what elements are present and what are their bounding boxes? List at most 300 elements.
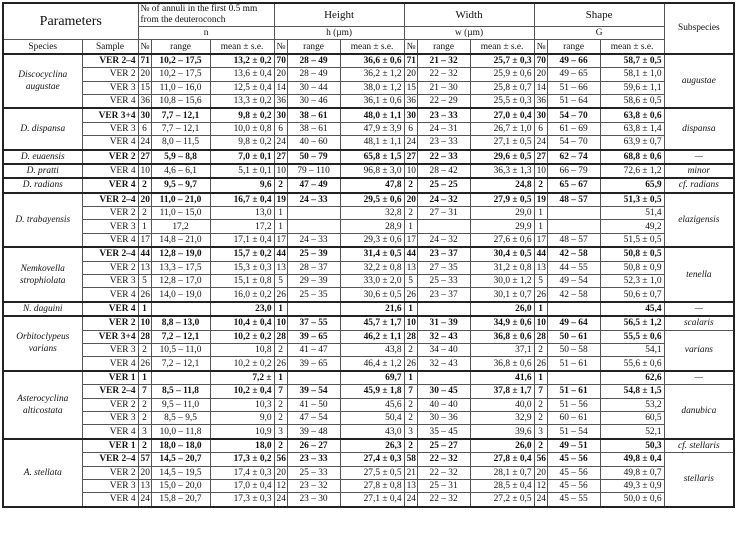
n-range-cell: 13,3 – 17,5 [151, 261, 210, 274]
sample-cell: VER 3 [82, 81, 138, 94]
h-range-cell: 38 – 61 [287, 108, 340, 122]
g-mean-cell: 58,1 ± 1,0 [600, 68, 664, 81]
sample-cell: VER 3 [82, 122, 138, 135]
w-range-cell: 22 – 33 [417, 150, 470, 164]
g-mean-cell: 62,6 [600, 371, 664, 385]
table-row [3, 164, 734, 178]
h-range-cell: 38 – 61 [287, 122, 340, 135]
n-count-cell: 1 [138, 371, 151, 385]
n-count-cell: 13 [138, 261, 151, 274]
w-range-cell: 24 – 32 [417, 233, 470, 247]
g-mean-cell: 49,8 ± 0,7 [600, 466, 664, 479]
n-mean-cell: 10,2 ± 0,2 [210, 330, 274, 343]
g-range-cell [547, 220, 600, 233]
w-range-cell: 30 – 36 [417, 411, 470, 424]
n-count-cell: 24 [138, 136, 151, 150]
n-count-cell: 1 [138, 220, 151, 233]
h-range-cell: 28 – 49 [287, 68, 340, 81]
h-range-cell: 39 – 65 [287, 357, 340, 371]
w-count-cell: 36 [404, 94, 417, 108]
g-mean-cell: 49,2 [600, 220, 664, 233]
g-count-cell: 3 [534, 425, 547, 439]
n-count-cell: 36 [138, 94, 151, 108]
w-range-cell: 30 – 45 [417, 385, 470, 398]
table-row [3, 108, 734, 122]
h-count-cell: 14 [274, 81, 287, 94]
species-column-header: Species [3, 40, 82, 54]
g-count-cell: 6 [534, 122, 547, 135]
g-mean-cell: 58,6 ± 0,5 [600, 94, 664, 108]
h-range-cell: 26 – 27 [287, 439, 340, 453]
h-range-cell: 30 – 44 [287, 81, 340, 94]
w-count-cell: 3 [404, 425, 417, 439]
subspecies-cell: stellaris [664, 453, 734, 507]
sample-cell: VER 2 [82, 207, 138, 220]
g-range-cell: 51 – 56 [547, 398, 600, 411]
n-mean-cell: 15,1 ± 0,8 [210, 275, 274, 288]
n-range-cell: 9,5 – 11,0 [151, 398, 210, 411]
g-mean-cell: 55,6 ± 0,6 [600, 357, 664, 371]
h-mean-cell: 48,0 ± 1,1 [340, 108, 404, 122]
g-mean-cell: 68,8 ± 0,6 [600, 150, 664, 164]
n-mean-cell: 17,2 [210, 220, 274, 233]
g-range-cell: 62 – 74 [547, 150, 600, 164]
w-count-cell: 6 [404, 122, 417, 135]
h-range-cell: 24 – 33 [287, 233, 340, 247]
n-range-cell: 7,2 – 12,1 [151, 330, 210, 343]
g-mean-cell: 54,1 [600, 343, 664, 356]
table-row [3, 54, 734, 68]
table-row [3, 150, 734, 164]
g-mean-cell: 50,0 ± 0,6 [600, 493, 664, 507]
g-count-cell: 13 [534, 261, 547, 274]
h-count-cell: 20 [274, 466, 287, 479]
h-range-cell: 24 – 33 [287, 193, 340, 207]
w-count-cell: 2 [404, 207, 417, 220]
n-range-cell: 15,0 – 20,0 [151, 479, 210, 492]
table-row [3, 479, 734, 492]
n-count-cell: 7 [138, 385, 151, 398]
n-range-cell: 7,7 – 12,1 [151, 108, 210, 122]
h-count-cell: 2 [274, 411, 287, 424]
sample-cell: VER 1 [82, 439, 138, 453]
w-count-cell: 71 [404, 54, 417, 68]
sample-column-header: Sample [82, 40, 138, 54]
w-count-cell: 24 [404, 136, 417, 150]
g-count-cell: 2 [534, 178, 547, 192]
n-mean-cell: 9,8 ± 0,2 [210, 108, 274, 122]
w-range-cell: 27 – 31 [417, 207, 470, 220]
g-count-cell: 24 [534, 493, 547, 507]
h-range-cell: 29 – 39 [287, 275, 340, 288]
w-mean-cell: 37,1 [470, 343, 534, 356]
n-mean-cell: 10,2 ± 0,4 [210, 385, 274, 398]
h-range-header: range [287, 40, 340, 54]
n-range-cell: 14,8 – 21,0 [151, 233, 210, 247]
species-cell: D. radians [3, 178, 82, 192]
g-range-cell: 54 – 70 [547, 108, 600, 122]
n-count-cell: 2 [138, 398, 151, 411]
w-mean-cell: 36,3 ± 1,3 [470, 164, 534, 178]
n-count-cell: 2 [138, 178, 151, 192]
h-mean-cell: 31,4 ± 0,5 [340, 247, 404, 261]
h-count-cell: 10 [274, 164, 287, 178]
n-range-cell: 8,8 – 13,0 [151, 316, 210, 330]
table-row [3, 247, 734, 261]
g-count-cell: 26 [534, 288, 547, 302]
g-count-header: № [534, 40, 547, 54]
subspecies-cell: tenella [664, 247, 734, 302]
w-mean-cell: 30,0 ± 1,2 [470, 275, 534, 288]
n-range-cell: 17,2 [151, 220, 210, 233]
n-count-cell: 13 [138, 479, 151, 492]
w-count-cell: 58 [404, 453, 417, 466]
w-mean-cell: 39,6 [470, 425, 534, 439]
w-range-cell [417, 302, 470, 316]
n-range-cell: 11,0 – 16,0 [151, 81, 210, 94]
w-range-cell: 23 – 37 [417, 247, 470, 261]
w-range-cell: 34 – 40 [417, 343, 470, 356]
w-range-cell: 40 – 40 [417, 398, 470, 411]
sample-cell: VER 3 [82, 343, 138, 356]
h-range-cell [287, 302, 340, 316]
g-mean-cell: 50,3 [600, 439, 664, 453]
n-mean-cell: 10,0 ± 0,8 [210, 122, 274, 135]
w-count-cell: 26 [404, 288, 417, 302]
g-mean-cell: 55,5 ± 0,6 [600, 330, 664, 343]
sample-cell: VER 3 [82, 220, 138, 233]
h-count-cell: 3 [274, 425, 287, 439]
g-range-cell: 49 – 54 [547, 275, 600, 288]
n-mean-cell: 17,4 ± 0,3 [210, 466, 274, 479]
annuli-header: № of annuli in the first 0.5 mm from the deuteroconch [138, 3, 274, 27]
w-mean-cell: 26,0 [470, 302, 534, 316]
h-count-cell: 1 [274, 207, 287, 220]
h-count-cell: 36 [274, 94, 287, 108]
sample-cell: VER 3 [82, 275, 138, 288]
sample-cell: VER 3+4 [82, 108, 138, 122]
g-count-cell: 5 [534, 275, 547, 288]
n-mean-cell: 10,2 ± 0,2 [210, 357, 274, 371]
width-symbol: w (µm) [404, 27, 534, 40]
n-range-cell: 10,0 – 11,8 [151, 425, 210, 439]
subspecies-cell: minor [664, 164, 734, 178]
h-count-cell: 24 [274, 136, 287, 150]
sample-cell: VER 3 [82, 479, 138, 492]
shape-header: Shape [534, 3, 664, 27]
g-count-cell: 10 [534, 164, 547, 178]
h-range-cell: 23 – 32 [287, 479, 340, 492]
h-range-cell: 37 – 55 [287, 316, 340, 330]
g-mean-cell: 51,4 [600, 207, 664, 220]
g-count-cell: 2 [534, 343, 547, 356]
n-mean-cell: 9,6 [210, 178, 274, 192]
n-mean-cell: 17,1 ± 0,4 [210, 233, 274, 247]
h-count-cell: 2 [274, 439, 287, 453]
w-mean-cell: 34,9 ± 0,6 [470, 316, 534, 330]
n-range-cell: 15,8 – 20,7 [151, 493, 210, 507]
g-mean-cell: 63,8 ± 1,4 [600, 122, 664, 135]
w-range-cell: 25 – 25 [417, 178, 470, 192]
w-range-cell: 25 – 31 [417, 479, 470, 492]
n-range-cell: 11,0 – 15,0 [151, 207, 210, 220]
h-range-cell: 79 – 110 [287, 164, 340, 178]
h-count-cell: 44 [274, 247, 287, 261]
g-range-cell: 66 – 79 [547, 164, 600, 178]
h-mean-cell: 29,5 ± 0,6 [340, 193, 404, 207]
n-range-cell: 12,8 – 17,0 [151, 275, 210, 288]
w-count-cell: 2 [404, 343, 417, 356]
n-mean-cell: 12,5 ± 0,4 [210, 81, 274, 94]
h-range-cell: 30 – 46 [287, 94, 340, 108]
n-count-cell: 20 [138, 193, 151, 207]
w-count-cell: 17 [404, 233, 417, 247]
species-cell: Asterocyclina alticostata [3, 371, 82, 439]
n-count-cell: 10 [138, 316, 151, 330]
sample-cell: VER 3+4 [82, 330, 138, 343]
g-mean-cell: 50,8 ± 0,5 [600, 247, 664, 261]
subspecies-cell: elazigensis [664, 193, 734, 248]
sample-cell: VER 2–4 [82, 385, 138, 398]
w-count-cell: 24 [404, 493, 417, 507]
h-range-cell: 40 – 60 [287, 136, 340, 150]
w-count-cell: 1 [404, 371, 417, 385]
g-count-cell: 56 [534, 453, 547, 466]
h-count-cell: 24 [274, 493, 287, 507]
table-row [3, 136, 734, 150]
w-count-cell: 44 [404, 247, 417, 261]
g-mean-cell: 56,5 ± 1,2 [600, 316, 664, 330]
n-range-cell: 11,0 – 21,0 [151, 193, 210, 207]
parameters-header: Parameters [3, 3, 138, 40]
h-range-cell: 28 – 37 [287, 261, 340, 274]
n-range-cell: 14,5 – 20,7 [151, 453, 210, 466]
w-count-cell: 2 [404, 439, 417, 453]
n-range-cell: 10,5 – 11,0 [151, 343, 210, 356]
n-count-cell: 5 [138, 275, 151, 288]
n-range-cell: 7,7 – 12,1 [151, 122, 210, 135]
h-range-cell: 23 – 30 [287, 493, 340, 507]
w-range-cell: 25 – 27 [417, 439, 470, 453]
w-count-cell: 10 [404, 316, 417, 330]
n-mean-cell: 15,3 ± 0,3 [210, 261, 274, 274]
g-count-cell: 36 [534, 94, 547, 108]
h-mean-header: mean ± s.e. [340, 40, 404, 54]
w-mean-cell: 37,8 ± 1,7 [470, 385, 534, 398]
w-range-cell: 25 – 33 [417, 275, 470, 288]
w-range-cell: 21 – 32 [417, 54, 470, 68]
n-count-cell: 2 [138, 207, 151, 220]
sample-cell: VER 2 [82, 68, 138, 81]
g-range-cell: 60 – 61 [547, 411, 600, 424]
subspecies-cell: cf. stellaris [664, 439, 734, 453]
n-count-cell: 17 [138, 233, 151, 247]
annuli-symbol: n [138, 27, 274, 40]
h-mean-cell: 48,1 ± 1,1 [340, 136, 404, 150]
g-mean-cell: 63,8 ± 0,6 [600, 108, 664, 122]
sample-cell: VER 4 [82, 178, 138, 192]
w-mean-cell: 25,8 ± 0,7 [470, 81, 534, 94]
w-count-cell: 13 [404, 479, 417, 492]
g-range-cell: 49 – 64 [547, 316, 600, 330]
shape-symbol: G [534, 27, 664, 40]
h-count-cell: 20 [274, 68, 287, 81]
h-count-cell: 5 [274, 275, 287, 288]
n-mean-cell: 7,2 ± [210, 371, 274, 385]
h-mean-cell: 47,9 ± 3,9 [340, 122, 404, 135]
g-count-cell: 14 [534, 81, 547, 94]
w-mean-cell: 27,8 ± 0,4 [470, 453, 534, 466]
h-count-cell: 7 [274, 385, 287, 398]
sample-cell: VER 2–4 [82, 193, 138, 207]
species-cell: Nemkovella strophiolata [3, 247, 82, 302]
table-row [3, 385, 734, 398]
w-mean-cell: 31,2 ± 0,8 [470, 261, 534, 274]
g-range-cell: 45 – 55 [547, 493, 600, 507]
g-range-cell: 51 – 61 [547, 385, 600, 398]
g-range-cell [547, 207, 600, 220]
species-cell: D. dispansa [3, 108, 82, 149]
species-cell: Discocyclina augustae [3, 54, 82, 109]
h-count-cell: 10 [274, 316, 287, 330]
sample-cell: VER 4 [82, 164, 138, 178]
w-mean-cell: 27,0 ± 0,4 [470, 108, 534, 122]
n-mean-cell: 10,4 ± 0,4 [210, 316, 274, 330]
h-mean-cell: 65,8 ± 1,5 [340, 150, 404, 164]
table-row [3, 288, 734, 302]
h-range-cell [287, 220, 340, 233]
h-count-cell: 70 [274, 54, 287, 68]
table-row [3, 425, 734, 439]
g-mean-cell: 72,6 ± 1,2 [600, 164, 664, 178]
w-range-cell: 23 – 37 [417, 288, 470, 302]
w-mean-cell: 30,1 ± 0,7 [470, 288, 534, 302]
w-mean-cell: 29,0 [470, 207, 534, 220]
w-count-cell: 20 [404, 193, 417, 207]
g-mean-cell: 63,9 ± 0,7 [600, 136, 664, 150]
n-count-cell: 20 [138, 466, 151, 479]
g-count-cell: 19 [534, 193, 547, 207]
h-mean-cell: 50,4 [340, 411, 404, 424]
h-mean-cell: 43,8 [340, 343, 404, 356]
g-mean-cell: 51,3 ± 0,5 [600, 193, 664, 207]
g-count-cell: 1 [534, 302, 547, 316]
w-range-cell: 21 – 30 [417, 81, 470, 94]
n-mean-cell: 13,3 ± 0,2 [210, 94, 274, 108]
table-row [3, 122, 734, 135]
w-mean-cell: 24,8 [470, 178, 534, 192]
w-mean-cell: 32,9 [470, 411, 534, 424]
h-range-cell: 23 – 33 [287, 453, 340, 466]
w-range-cell: 22 – 29 [417, 94, 470, 108]
h-count-cell: 17 [274, 233, 287, 247]
n-range-cell [151, 371, 210, 385]
n-range-cell: 14,0 – 19,0 [151, 288, 210, 302]
sample-cell: VER 1 [82, 371, 138, 385]
n-count-cell: 3 [138, 425, 151, 439]
h-count-cell: 1 [274, 220, 287, 233]
sample-cell: VER 4 [82, 493, 138, 507]
w-range-cell: 24 – 32 [417, 193, 470, 207]
h-range-cell [287, 207, 340, 220]
h-mean-cell: 27,5 ± 0,5 [340, 466, 404, 479]
n-range-cell: 10,8 – 15,6 [151, 94, 210, 108]
h-mean-cell: 29,3 ± 0,6 [340, 233, 404, 247]
w-mean-cell: 27,9 ± 0,5 [470, 193, 534, 207]
w-mean-cell: 25,5 ± 0,3 [470, 94, 534, 108]
g-count-cell: 30 [534, 108, 547, 122]
n-range-cell: 8,5 – 9,5 [151, 411, 210, 424]
n-count-cell: 1 [138, 302, 151, 316]
width-header: Width [404, 3, 534, 27]
h-range-cell: 39 – 54 [287, 385, 340, 398]
table-row [3, 261, 734, 274]
h-mean-cell: 28,9 [340, 220, 404, 233]
n-mean-cell: 16,0 ± 0,2 [210, 288, 274, 302]
w-mean-cell: 40,0 [470, 398, 534, 411]
h-count-cell: 19 [274, 193, 287, 207]
g-range-cell: 51 – 64 [547, 94, 600, 108]
n-mean-cell: 17,3 ± 0,3 [210, 493, 274, 507]
n-mean-cell: 9,8 ± 0,2 [210, 136, 274, 150]
g-mean-cell: 59,6 ± 1,1 [600, 81, 664, 94]
sample-cell: VER 4 [82, 357, 138, 371]
subspecies-cell: — [664, 150, 734, 164]
g-count-cell: 7 [534, 385, 547, 398]
h-range-cell: 41 – 47 [287, 343, 340, 356]
n-mean-header: mean ± s.e. [210, 40, 274, 54]
h-range-cell [287, 371, 340, 385]
g-range-cell [547, 371, 600, 385]
n-count-cell: 57 [138, 453, 151, 466]
h-range-cell: 28 – 49 [287, 54, 340, 68]
h-count-cell: 1 [274, 302, 287, 316]
h-mean-cell: 26,3 [340, 439, 404, 453]
g-count-cell: 2 [534, 439, 547, 453]
h-count-cell: 12 [274, 479, 287, 492]
n-range-cell: 12,8 – 19,0 [151, 247, 210, 261]
g-mean-cell: 50,6 ± 0,7 [600, 288, 664, 302]
w-count-cell: 2 [404, 411, 417, 424]
sample-cell: VER 3 [82, 411, 138, 424]
h-count-cell: 2 [274, 398, 287, 411]
n-count-cell: 44 [138, 247, 151, 261]
w-range-cell: 28 – 42 [417, 164, 470, 178]
g-count-cell: 26 [534, 357, 547, 371]
g-range-cell: 44 – 55 [547, 261, 600, 274]
h-range-cell: 47 – 54 [287, 411, 340, 424]
g-count-cell: 1 [534, 371, 547, 385]
w-mean-cell: 36,8 ± 0,6 [470, 330, 534, 343]
table-row [3, 68, 734, 81]
n-mean-cell: 16,7 ± 0,4 [210, 193, 274, 207]
w-count-header: № [404, 40, 417, 54]
table-row [3, 302, 734, 316]
g-range-cell: 45 – 56 [547, 453, 600, 466]
n-count-cell: 26 [138, 357, 151, 371]
subspecies-cell: scalaris [664, 316, 734, 330]
n-range-header: range [151, 40, 210, 54]
h-mean-cell: 32,2 ± 0,8 [340, 261, 404, 274]
g-count-cell: 2 [534, 398, 547, 411]
w-range-cell: 35 – 45 [417, 425, 470, 439]
g-count-cell: 70 [534, 54, 547, 68]
w-mean-cell: 27,2 ± 0,5 [470, 493, 534, 507]
h-mean-cell: 36,6 ± 0,6 [340, 54, 404, 68]
table-row [3, 94, 734, 108]
sample-cell: VER 4 [82, 233, 138, 247]
n-mean-cell: 23,0 [210, 302, 274, 316]
